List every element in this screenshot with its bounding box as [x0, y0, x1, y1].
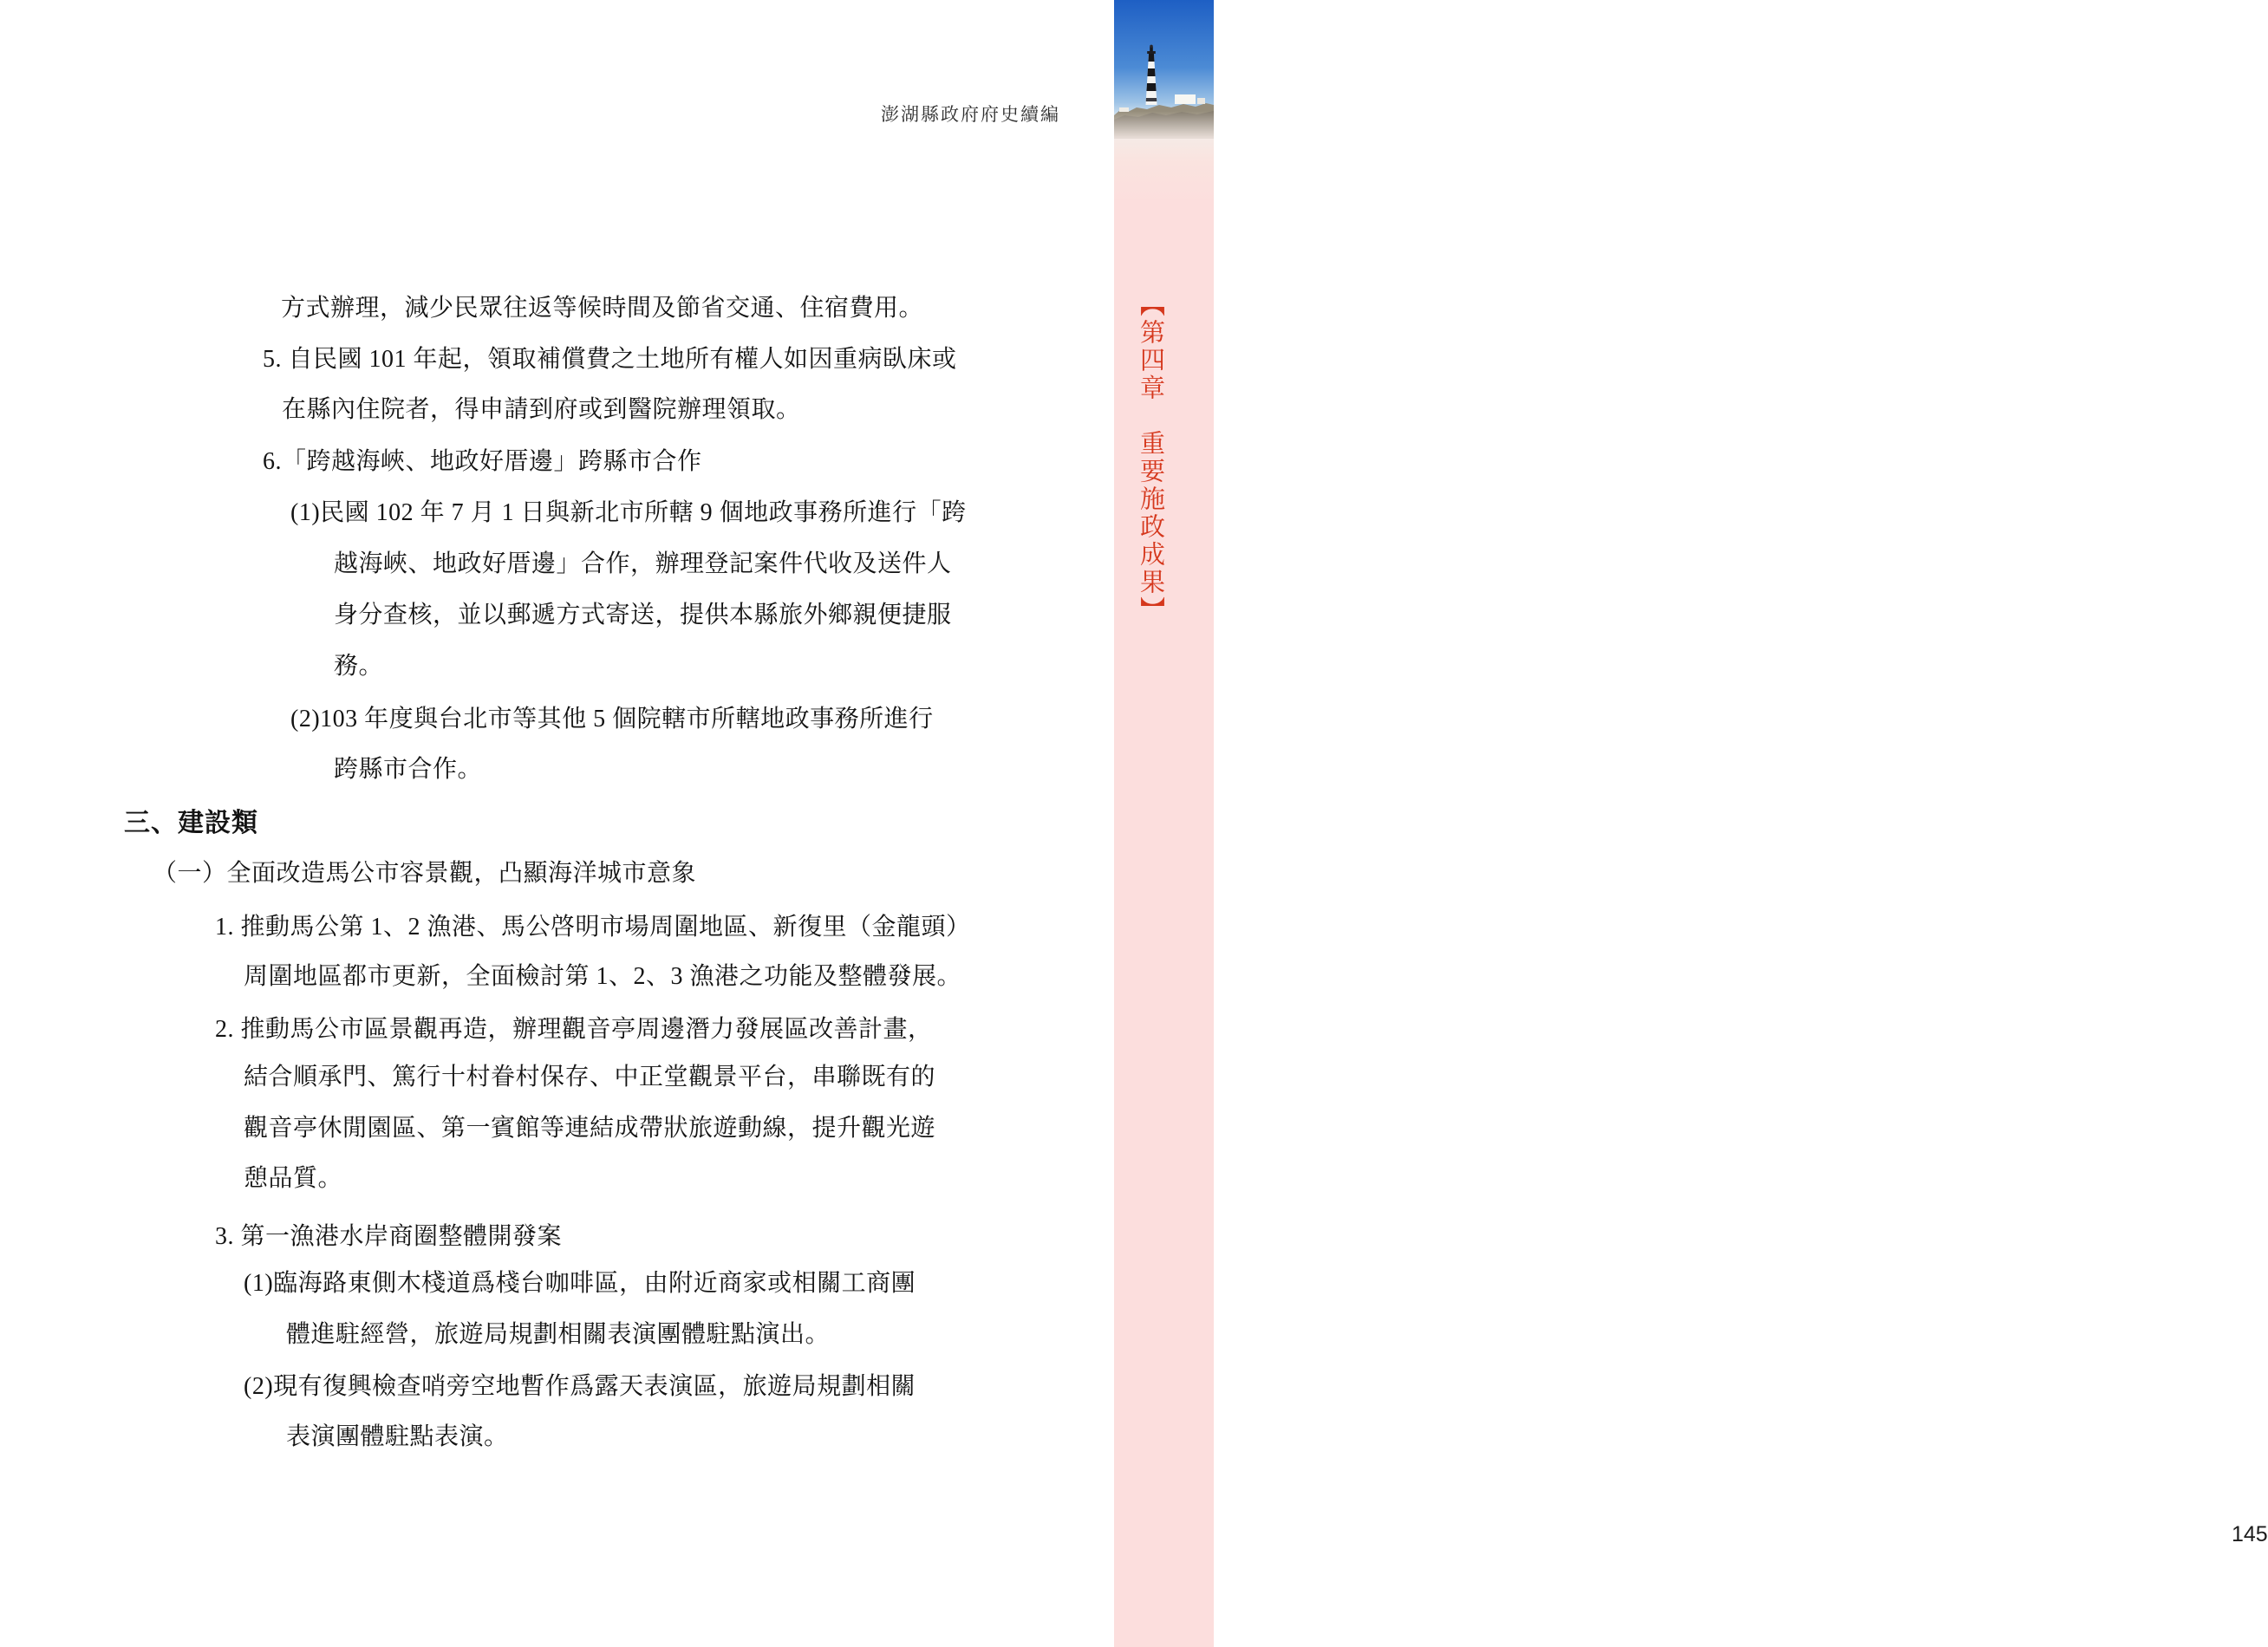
page-number: 145	[2232, 1522, 2268, 1546]
building	[1175, 94, 1196, 104]
text-line: 方式辦理，減少民眾往返等候時間及節省交通、住宿費用。	[281, 295, 924, 322]
mist-fade	[1114, 111, 1214, 205]
text-line: 2. 推動馬公市區景觀再造，辦理觀音亭周邊潛力發展區改善計畫，	[215, 1016, 933, 1043]
text-line: (2)103 年度與台北市等其他 5 個院轄市所轄地政事務所進行	[290, 706, 934, 732]
text-line: 三、建設類	[124, 809, 258, 837]
text-line: 周圍地區都市更新，全面檢討第 1、2、3 漁港之功能及整體發展。	[244, 963, 962, 990]
text-line: 在縣內住院者，得申請到府或到醫院辦理領取。	[282, 396, 801, 423]
text-line: (1)民國 102 年 7 月 1 日與新北市所轄 9 個地政事務所進行「跨	[290, 499, 967, 526]
building-2	[1197, 98, 1205, 104]
text-line: 5. 自民國 101 年起，領取補償費之土地所有權人如因重病臥床或	[263, 346, 957, 373]
text-line: （一）全面改造馬公市容景觀，凸顯海洋城市意象	[153, 860, 697, 887]
document-body	[0, 0, 1114, 1647]
text-line: 憩品質。	[244, 1165, 343, 1192]
text-line: 身分查核，並以郵遞方式寄送，提供本縣旅外鄉親便捷服	[334, 602, 952, 628]
text-line: 越海峽、地政好厝邊」合作，辦理登記案件代收及送件人	[334, 550, 952, 577]
text-line: 6.「跨越海峽、地政好厝邊」跨縣市合作	[263, 448, 702, 475]
text-line: (2)現有復興檢查哨旁空地暫作爲露天表演區，旅遊局規劃相關	[244, 1373, 916, 1400]
text-line: (1)臨海路東側木棧道爲棧台咖啡區，由附近商家或相關工商團	[244, 1270, 916, 1297]
chapter-label: 【第四章 重要施政成果】	[1137, 291, 1164, 624]
text-line: 跨縣市合作。	[334, 756, 483, 783]
text-line: 體進駐經營，旅遊局規劃相關表演團體駐點演出。	[286, 1321, 831, 1348]
lighthouse-photo	[1114, 0, 1214, 205]
text-line: 務。	[334, 653, 384, 680]
text-line: 表演團體駐點表演。	[286, 1423, 509, 1450]
text-line: 觀音亭休閒園區、第一賓館等連結成帶狀旅遊動線，提升觀光遊	[244, 1115, 936, 1142]
text-line: 1. 推動馬公第 1、2 漁港、馬公啓明市場周圍地區、新復里（金龍頭）	[215, 914, 971, 941]
text-line: 3. 第一漁港水岸商圈整體開發案	[215, 1223, 563, 1250]
text-line: 結合順承門、篤行十村眷村保存、中正堂觀景平台，串聯既有的	[244, 1064, 936, 1090]
page-header-title: 澎湖縣政府府史續編	[881, 105, 1060, 125]
side-band	[1114, 0, 2268, 1647]
